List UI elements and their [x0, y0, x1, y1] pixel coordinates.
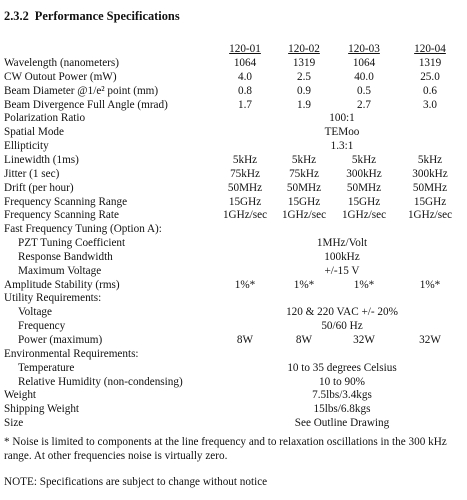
spec-value: 1064: [352, 57, 376, 69]
spec-label: Response Bandwidth: [18, 250, 113, 263]
footnote: * Noise is limited to components at the line frequency and to relaxation oscillations in the 300 kHz range. At other frequencies noise is virtually zero.: [4, 436, 447, 462]
spec-row: [0, 195, 467, 209]
spec-row: [0, 111, 467, 125]
spec-value: 15GHz: [287, 195, 321, 208]
spec-value: 50MHz: [412, 181, 448, 194]
spec-value: 15GHz: [347, 195, 381, 208]
spec-value: 1064: [233, 57, 257, 69]
spec-value-all-models: 10 to 35 degrees Celsius: [287, 361, 397, 374]
spec-value-all-models: 10 to 90%: [319, 375, 365, 388]
change-notice: NOTE: Specifications are subject to change without notice: [4, 476, 268, 488]
spec-value-all-models: TEMoo: [324, 126, 360, 139]
spec-label: Drift (per hour): [4, 181, 74, 194]
column-header: 120-04: [414, 43, 446, 55]
spec-label: Relative Humidity (non-condensing): [18, 375, 183, 388]
spec-row: [0, 264, 467, 278]
spec-value-all-models: 50/60 Hz: [321, 320, 363, 333]
spec-label: Utility Requirements:: [4, 292, 102, 305]
spec-value: 3.0: [423, 98, 437, 111]
column-header-row: [0, 42, 467, 56]
spec-row: [0, 361, 467, 375]
spec-label: Frequency Scanning Rate: [4, 209, 119, 222]
spec-value: 1319: [418, 57, 442, 69]
spec-value-all-models: 15lbs/6.8kgs: [313, 403, 371, 416]
spec-row: [0, 388, 467, 402]
spec-label: PZT Tuning Coefficient: [18, 237, 126, 249]
spec-value: 50MHz: [286, 181, 322, 194]
spec-label: CW Outout Power (mW): [4, 70, 117, 83]
column-header: 120-02: [288, 43, 320, 55]
spec-label: Frequency: [18, 320, 66, 333]
spec-value: 1%*: [353, 278, 375, 291]
spec-row: [0, 416, 467, 430]
spec-label: Beam Divergence Full Angle (mrad): [4, 98, 168, 111]
spec-value: 50MHz: [346, 181, 382, 194]
spec-label: Frequency Scanning Range: [4, 195, 128, 208]
section-title: [4, 9, 180, 24]
spec-value: 1.9: [297, 98, 311, 111]
spec-label: Wavelength (nanometers): [4, 57, 119, 69]
section-heading: Performance Specifications: [34, 9, 180, 23]
spec-value: 1GHz/sec: [407, 209, 453, 222]
spec-value-all-models: See Outline Drawing: [294, 417, 390, 430]
spec-row: [0, 167, 467, 181]
spec-row: [0, 347, 467, 361]
spec-value: 32W: [353, 334, 375, 346]
spec-value: 1GHz/sec: [281, 209, 327, 222]
spec-value: 5kHz: [351, 153, 377, 166]
spec-value: 0.6: [423, 84, 437, 97]
spec-value: 2.7: [357, 98, 371, 111]
spec-value: 5kHz: [232, 153, 258, 166]
spec-row: [0, 125, 467, 139]
spec-row: [0, 84, 467, 98]
spec-label: Spatial Mode: [4, 126, 64, 139]
spec-row: [0, 56, 467, 70]
spec-label: Maximum Voltage: [18, 264, 102, 277]
section-number: 2.3.2: [4, 9, 29, 23]
spec-value: 1319: [292, 57, 316, 69]
spec-value: 40.0: [354, 70, 374, 83]
spec-value-all-models: +/-15 V: [324, 264, 360, 277]
spec-label: Temperature: [18, 361, 75, 374]
spec-value: 8W: [236, 334, 254, 346]
spec-row: [0, 375, 467, 389]
spec-row: [0, 222, 467, 236]
spec-row: [0, 181, 467, 195]
spec-value: 1GHz/sec: [341, 209, 387, 222]
spec-value: 1%*: [293, 278, 315, 291]
spec-value: 0.8: [238, 84, 252, 97]
spec-label: Environmental Requirements:: [4, 347, 139, 360]
spec-row: [0, 208, 467, 222]
spec-value-all-models: 120 & 220 VAC +/- 20%: [286, 306, 398, 319]
spec-value-all-models: 100kHz: [324, 250, 360, 263]
spec-value: 4.0: [238, 70, 252, 83]
spec-value: 75kHz: [289, 167, 319, 180]
spec-value: 15GHz: [413, 195, 447, 208]
spec-value: 5kHz: [291, 153, 317, 166]
spec-label: Voltage: [18, 306, 52, 319]
spec-value: 25.0: [420, 70, 440, 83]
spec-label: Ellipticity: [4, 140, 49, 153]
spec-label: Amplitude Stability (rms): [4, 278, 120, 291]
spec-value-all-models: 100:1: [329, 112, 355, 125]
spec-value: 5kHz: [417, 153, 443, 166]
spec-label: Linewidth (1ms): [4, 153, 79, 166]
spec-row: [0, 70, 467, 84]
spec-label: Fast Frequency Tuning (Option A):: [4, 223, 162, 236]
spec-value-all-models: 1.3:1: [330, 140, 354, 153]
spec-row: [0, 291, 467, 305]
spec-label: Shipping Weight: [4, 403, 80, 416]
spec-value: 300kHz: [412, 167, 448, 180]
spec-row: [0, 139, 467, 153]
spec-value: 1%*: [234, 278, 256, 291]
spec-value: 300kHz: [346, 167, 382, 180]
spec-value: 0.5: [357, 84, 371, 97]
spec-row: [0, 402, 467, 416]
column-header: 120-01: [229, 43, 261, 55]
spec-label: Size: [4, 417, 24, 430]
spec-value: 0.9: [297, 84, 311, 97]
spec-value: 50MHz: [227, 181, 263, 194]
spec-row: [0, 305, 467, 319]
spec-value: 1GHz/sec: [222, 209, 268, 222]
spec-value-all-models: 1MHz/Volt: [316, 237, 368, 249]
spec-row: [0, 153, 467, 167]
spec-value: 15GHz: [228, 195, 262, 208]
spec-label: Power (maximum): [18, 334, 103, 346]
spec-label: Beam Diameter @1/e² point (mm): [4, 84, 159, 97]
spec-value: 8W: [295, 334, 313, 346]
spec-row: [0, 278, 467, 292]
spec-value: 1%*: [419, 278, 441, 291]
spec-value-all-models: 7.5lbs/3.4kgs: [312, 389, 372, 402]
spec-label: Weight: [4, 389, 37, 402]
spec-row: [0, 236, 467, 250]
spec-row: [0, 98, 467, 112]
spec-row: [0, 319, 467, 333]
spec-label: Jitter (1 sec): [4, 167, 60, 180]
spec-value: 32W: [419, 334, 441, 346]
spec-label: Polarization Ratio: [4, 112, 86, 125]
spec-value: 1.7: [238, 98, 252, 111]
spec-row: [0, 333, 467, 347]
spec-row: [0, 250, 467, 264]
column-header: 120-03: [348, 43, 380, 55]
spec-value: 2.5: [297, 70, 311, 83]
spec-value: 75kHz: [230, 167, 260, 180]
